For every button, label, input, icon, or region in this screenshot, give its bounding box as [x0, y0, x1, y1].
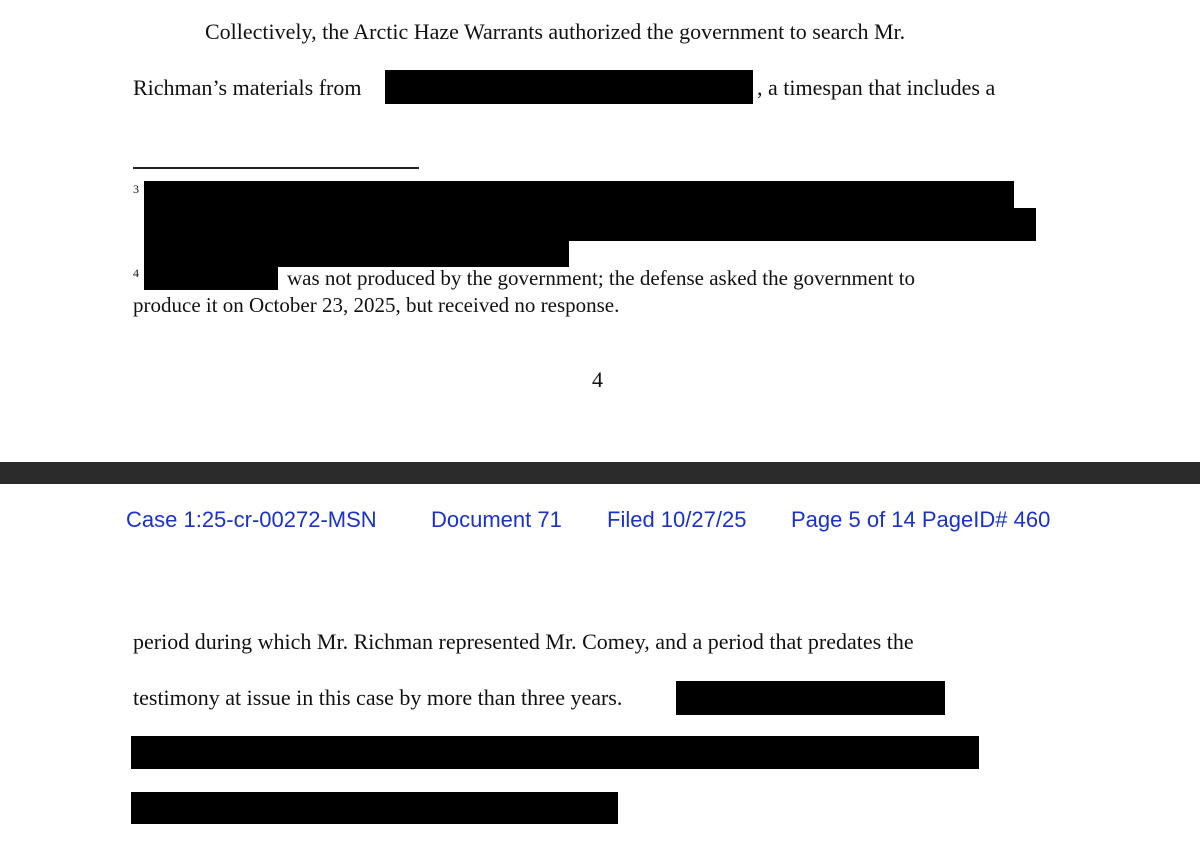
redaction-block	[144, 208, 1036, 241]
paragraph-line-2-start: Richman’s materials from	[133, 75, 362, 100]
redaction-block	[144, 262, 278, 290]
paragraph-line-3: period during which Mr. Richman represented Mr. Comey, and a period that predates the	[133, 629, 914, 654]
redaction-block	[131, 736, 979, 769]
document-number: Document 71	[431, 507, 562, 532]
footnote-separator	[133, 167, 419, 169]
redaction-block	[385, 70, 753, 104]
paragraph-line-2-end: , a timespan that includes a	[757, 75, 996, 100]
page-separator	[0, 462, 1200, 484]
footnote-4-marker: 4	[133, 266, 139, 280]
redaction-block	[676, 681, 945, 715]
redaction-block	[144, 181, 1014, 209]
redaction-block	[131, 792, 618, 824]
paragraph-line-4: testimony at issue in this case by more than three years.	[133, 685, 623, 710]
footnote-3-marker: 3	[133, 182, 139, 196]
filed-date: Filed 10/27/25	[607, 507, 747, 532]
footnote-4-line-1: was not produced by the government; the defense asked the government to	[287, 266, 916, 290]
footnote-4-line-2: produce it on October 23, 2025, but received no response.	[133, 293, 620, 317]
paragraph-line-1: Collectively, the Arctic Haze Warrants authorized the government to search Mr.	[205, 19, 906, 44]
page-number: 4	[592, 367, 603, 392]
case-number: Case 1:25-cr-00272-MSN	[126, 507, 377, 532]
page-id: Page 5 of 14 PageID# 460	[791, 507, 1051, 532]
